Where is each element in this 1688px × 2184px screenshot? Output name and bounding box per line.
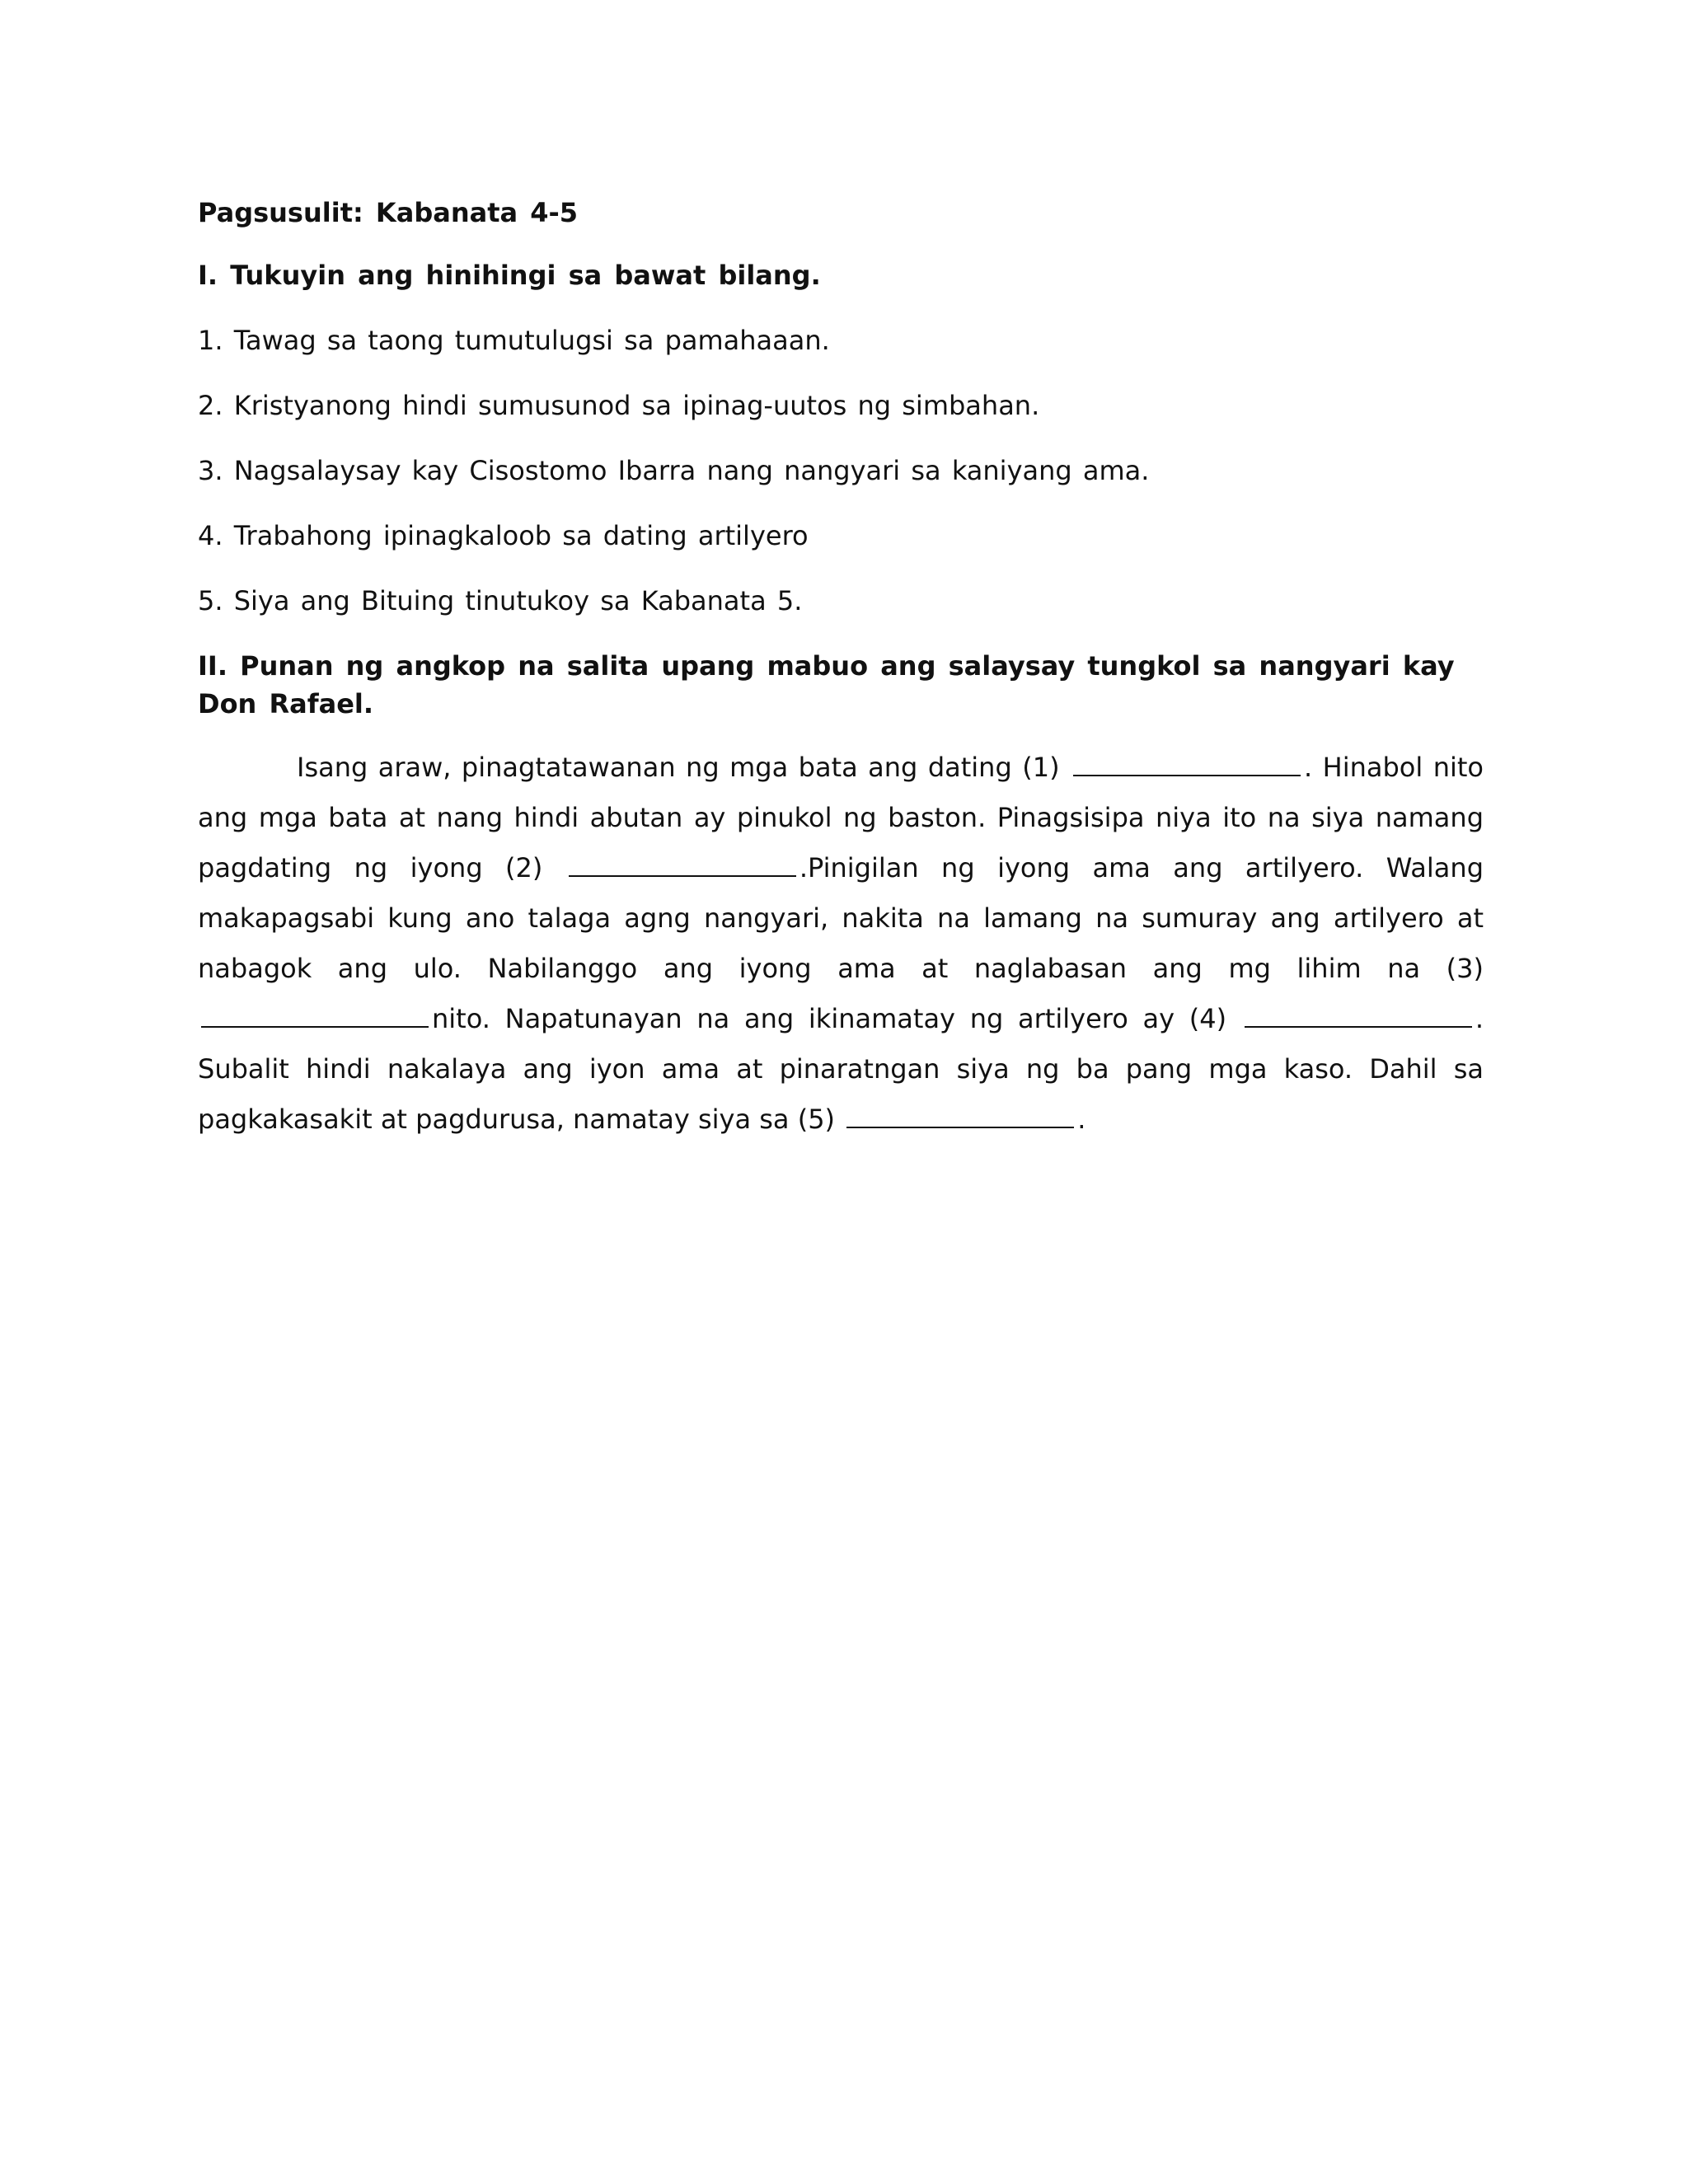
answer-blank-3[interactable] xyxy=(201,1001,429,1028)
answer-blank-5[interactable] xyxy=(846,1102,1074,1128)
section-2-heading: II. Punan ng angkop na salita upang mabuo ang salaysay tungkol sa nangyari kay Don Rafael. xyxy=(198,650,1455,719)
paragraph-text-3: .Pinigilan ng iyong ama ang artilyero. Walang makapagsabi kung ano talaga agng nangyari, nakita na lamang na sumuray ang artilyero at nabagok ang ulo. Nabilanggo ang iyong ama at naglabasan ang mg lihim na (3) xyxy=(198,852,1484,984)
worksheet-page xyxy=(198,191,1484,1145)
question-1: 1. Tawag sa taong tumutulugsi sa pamahaaan. xyxy=(198,325,830,356)
paragraph-text-4: nito. Napatunayan na ang ikinamatay ng artilyero ay (4) xyxy=(432,1003,1241,1034)
section-1-heading: I. Tukuyin ang hinihingi sa bawat bilang. xyxy=(198,260,821,291)
paragraph-text-2: . Hinabol nito ang mga bata at nang hindi abutan ay pinukol ng baston. Pinagsisipa niya ito na siya namang pagdating ng iyong (2) xyxy=(198,752,1484,883)
question-3: 3. Nagsalaysay kay Cisostomo Ibarra nang nangyari sa kaniyang ama. xyxy=(198,455,1150,486)
question-5: 5. Siya ang Bituing tinutukoy sa Kabanata 5. xyxy=(198,585,803,616)
question-2: 2. Kristyanong hindi sumusunod sa ipinag-uutos ng simbahan. xyxy=(198,390,1040,421)
page-title: Pagsusulit: Kabanata 4-5 xyxy=(198,197,579,228)
paragraph-text-1: Isang araw, pinagtatawanan ng mga bata ang dating (1) xyxy=(297,752,1071,783)
question-4: 4. Trabahong ipinagkaloob sa dating artilyero xyxy=(198,520,809,551)
paragraph-text-6: . xyxy=(1077,1104,1086,1135)
answer-blank-1[interactable] xyxy=(1073,750,1301,776)
answer-blank-2[interactable] xyxy=(569,851,796,877)
answer-blank-4[interactable] xyxy=(1245,1001,1472,1028)
paragraph-text-5: . Subalit hindi nakalaya ang iyon ama at pinaratngan siya ng ba pang mga kaso. Dahil sa pagkakasakit at pagdurusa, namatay siya sa (5) xyxy=(198,1003,1484,1135)
fill-in-paragraph xyxy=(198,743,1484,1145)
